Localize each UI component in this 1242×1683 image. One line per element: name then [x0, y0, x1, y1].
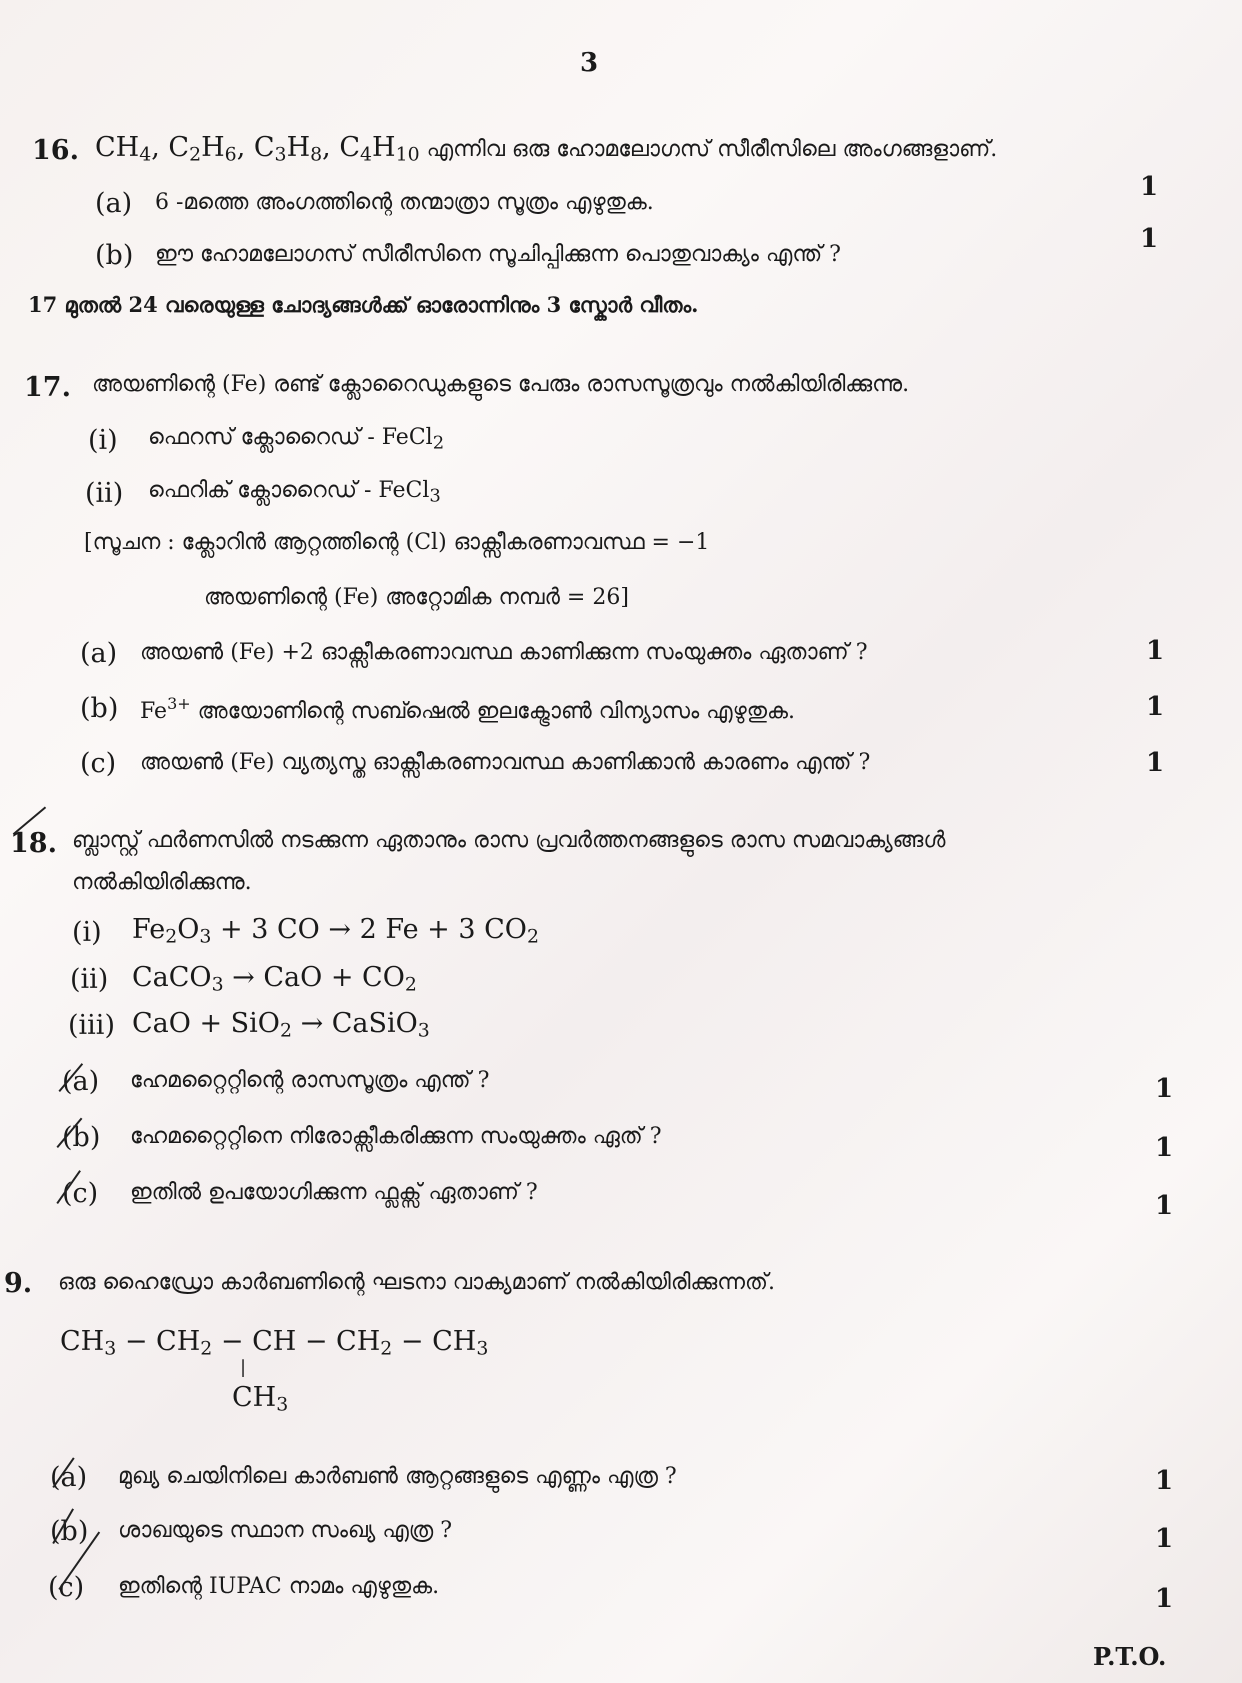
q19-part-c-label: (c): [48, 1572, 85, 1603]
q17-part-b-mark: 1: [1146, 692, 1165, 722]
formula-element: H: [286, 132, 311, 163]
formula-element: CH: [95, 132, 140, 163]
q19-branch-sub: 3: [276, 1393, 289, 1416]
equation-subscript: 2: [165, 925, 178, 948]
q16-part-b-mark: 1: [1140, 224, 1159, 254]
equation-text: CaCO: [132, 962, 212, 993]
q18-part-b-label: (b): [62, 1122, 101, 1153]
q17-item-ii: [148, 478, 441, 507]
formula-separator: ,: [236, 132, 254, 163]
q16-part-a-text: 6 -മത്തെ അംഗത്തിന്റെ തന്മാത്രാ സൂത്രം എഴുതുക.: [155, 190, 654, 215]
formula-subscript: 8: [310, 143, 323, 166]
q18-stem-line1: ബ്ലാസ്റ്റ് ഫർണസിൽ നടക്കുന്ന ഏതാനും രാസ പ്രവർത്തനങ്ങളുടെ രാസ സമവാക്യങ്ങൾ: [72, 828, 946, 853]
q17-part-c-mark: 1: [1146, 748, 1165, 778]
q17-part-c-text: അയൺ (Fe) വ്യത്യസ്ത ഓക്സീകരണാവസ്ഥ കാണിക്കാൻ കാരണം എന്ത് ?: [140, 750, 871, 775]
structure-subscript: 2: [200, 1337, 213, 1360]
formula-subscript: 4: [139, 143, 152, 166]
formula-subscript: 2: [189, 143, 202, 166]
formula-element: C: [339, 132, 360, 163]
q19-part-a-mark: 1: [1155, 1466, 1174, 1496]
equation-subscript: 3: [211, 973, 224, 996]
q18-eq-ii-label: (ii): [70, 964, 109, 995]
structure-subscript: 2: [380, 1337, 393, 1360]
q16-part-b-label: (b): [95, 240, 134, 271]
q16-number: 16.: [32, 135, 79, 166]
q19-structure-main-chain: [60, 1326, 488, 1360]
q18-number: 18.: [10, 828, 57, 859]
q17-item-i-name: ഫെറസ് ക്ലോറൈഡ് - FeCl: [148, 425, 433, 450]
equation-text: + 3 CO → 2 Fe + 3 CO: [211, 914, 527, 945]
q18-part-c-mark: 1: [1155, 1191, 1174, 1221]
q17-item-ii-label: (ii): [85, 478, 124, 509]
q17-part-a-text: അയൺ (Fe) +2 ഓക്സീകരണാവസ്ഥ കാണിക്കുന്ന സംയുക്തം ഏതാണ് ?: [140, 640, 868, 665]
formula-element: C: [168, 132, 190, 163]
q17-item-ii-sub: 3: [429, 485, 441, 507]
q19-part-a-text: മുഖ്യ ചെയിനിലെ കാർബൺ ആറ്റങ്ങളുടെ എണ്ണം എത്ര ?: [118, 1464, 677, 1489]
q17-stem: അയണിന്റെ (Fe) രണ്ട് ക്ലോറൈഡുകളുടെ പേരും രാസസൂത്രവും നൽകിയിരിക്കുന്നു.: [92, 372, 910, 397]
equation-subscript: 2: [279, 1019, 292, 1042]
q17-item-i-label: (i): [88, 425, 118, 456]
q17-part-b-ion: Fe: [140, 698, 168, 724]
q17-part-b-text: [140, 694, 795, 724]
q16-stem-text: എന്നിവ ഒരു ഹോമലോഗസ് സീരീസിലെ അംഗങ്ങളാണ്.: [419, 137, 998, 162]
q18-eq-i: [132, 914, 539, 948]
q17-item-i-sub: 2: [432, 432, 445, 454]
q17-part-b-label: (b): [80, 693, 119, 724]
formula-subscript: 3: [274, 143, 287, 166]
q17-part-b-charge: 3+: [167, 694, 191, 713]
q18-part-c-label: (c): [62, 1178, 99, 1209]
q17-item-i: [148, 425, 444, 454]
equation-text: Fe: [132, 914, 166, 945]
formula-subscript: 6: [224, 143, 237, 166]
q19-stem: ഒരു ഹൈഡ്രോ കാർബണിന്റെ ഘടനാ വാക്യമാണ് നൽകിയിരിക്കുന്നത്.: [58, 1270, 775, 1295]
equation-subscript: 2: [404, 973, 417, 996]
structure-text: − CH: [392, 1326, 477, 1357]
q18-eq-iii-label: (iii): [68, 1010, 115, 1041]
q19-branch: [232, 1382, 288, 1416]
q17-item-ii-name: ഫെറിക് ക്ലോറൈഡ് - FeCl: [148, 478, 430, 503]
formula-element: C: [253, 132, 275, 163]
structure-subscript: 3: [476, 1337, 489, 1360]
structure-text: − CH: [116, 1326, 201, 1357]
formula-separator: ,: [322, 132, 340, 163]
equation-text: → CaO + CO: [223, 962, 405, 993]
equation-subscript: 3: [417, 1019, 430, 1042]
q18-part-b-mark: 1: [1155, 1133, 1174, 1163]
structure-text: − CH − CH: [212, 1326, 381, 1357]
q17-hint-line2: അയണിന്റെ (Fe) അറ്റോമിക നമ്പർ = 26]: [204, 585, 629, 610]
q19-number: 9.: [4, 1268, 33, 1299]
q18-part-a-text: ഹേമറ്റൈറ്റിന്റെ രാസസൂത്രം എന്ത് ?: [130, 1068, 490, 1093]
q18-eq-ii: [132, 962, 417, 996]
structure-text: CH: [60, 1326, 105, 1357]
formula-element: H: [201, 132, 225, 163]
q18-stem-line2: നൽകിയിരിക്കുന്നു.: [72, 870, 252, 895]
q19-part-c-mark: 1: [1155, 1584, 1174, 1614]
q19-part-b-mark: 1: [1155, 1524, 1174, 1554]
q16-part-a-label: (a): [95, 188, 133, 219]
formula-subscript: 4: [360, 143, 373, 166]
section-heading: 17 മുതൽ 24 വരെയുള്ള ചോദ്യങ്ങൾക്ക് ഓരോന്നിനും 3 സ്കോർ വീതം.: [28, 292, 699, 317]
equation-text: CaO + SiO: [132, 1008, 280, 1039]
q17-part-a-mark: 1: [1146, 636, 1165, 666]
q18-part-c-text: ഇതിൽ ഉപയോഗിക്കുന്ന ഫ്ലക്സ് ഏതാണ് ?: [130, 1180, 538, 1205]
q17-number: 17.: [24, 372, 71, 403]
equation-subscript: 3: [199, 925, 212, 948]
q18-eq-iii: [132, 1008, 430, 1042]
q16-formula: [95, 132, 420, 166]
q18-part-a-label: (a): [62, 1066, 100, 1097]
q18-part-b-text: ഹേമറ്റൈറ്റിനെ നിരോക്സീകരിക്കുന്ന സംയുക്തം ഏത് ?: [130, 1124, 662, 1149]
q19-branch-atom: CH: [232, 1382, 277, 1413]
q17-part-b-rest: അയോണിന്റെ സബ്ഷെൽ ഇലക്ട്രോൺ വിന്യാസം എഴുതുക.: [190, 698, 795, 724]
q17-part-a-label: (a): [80, 638, 118, 669]
page-number: 3: [580, 48, 599, 78]
formula-element: H: [372, 132, 396, 163]
q18-part-a-mark: 1: [1155, 1074, 1174, 1104]
pto-footer: P.T.O.: [1093, 1642, 1167, 1671]
q16-part-b-text: ഈ ഹോമലോഗസ് സീരീസിനെ സൂചിപ്പിക്കുന്ന പൊതുവാക്യം എന്ത് ?: [155, 242, 841, 267]
equation-text: O: [177, 914, 200, 945]
q19-part-a-label: (a): [50, 1462, 88, 1493]
equation-text: → CaSiO: [291, 1008, 418, 1039]
q19-part-b-label: (b): [50, 1516, 89, 1547]
q19-branch-bond: |: [240, 1357, 247, 1378]
q17-part-c-label: (c): [80, 748, 117, 779]
formula-subscript: 10: [395, 143, 420, 166]
q18-eq-i-label: (i): [72, 917, 102, 948]
formula-separator: ,: [151, 132, 169, 163]
q16-part-a-mark: 1: [1140, 172, 1159, 202]
q16-stem: [95, 132, 997, 166]
structure-subscript: 3: [104, 1337, 117, 1360]
equation-subscript: 2: [526, 925, 539, 948]
q19-part-b-text: ശാഖയുടെ സ്ഥാന സംഖ്യ എത്ര ?: [118, 1518, 453, 1543]
q19-part-c-text: ഇതിന്റെ IUPAC നാമം എഴുതുക.: [118, 1574, 440, 1599]
q17-hint-line1: [സൂചന : ക്ലോറിൻ ആറ്റത്തിന്റെ (Cl) ഓക്സീകരണാവസ്ഥ = −1: [84, 530, 710, 555]
